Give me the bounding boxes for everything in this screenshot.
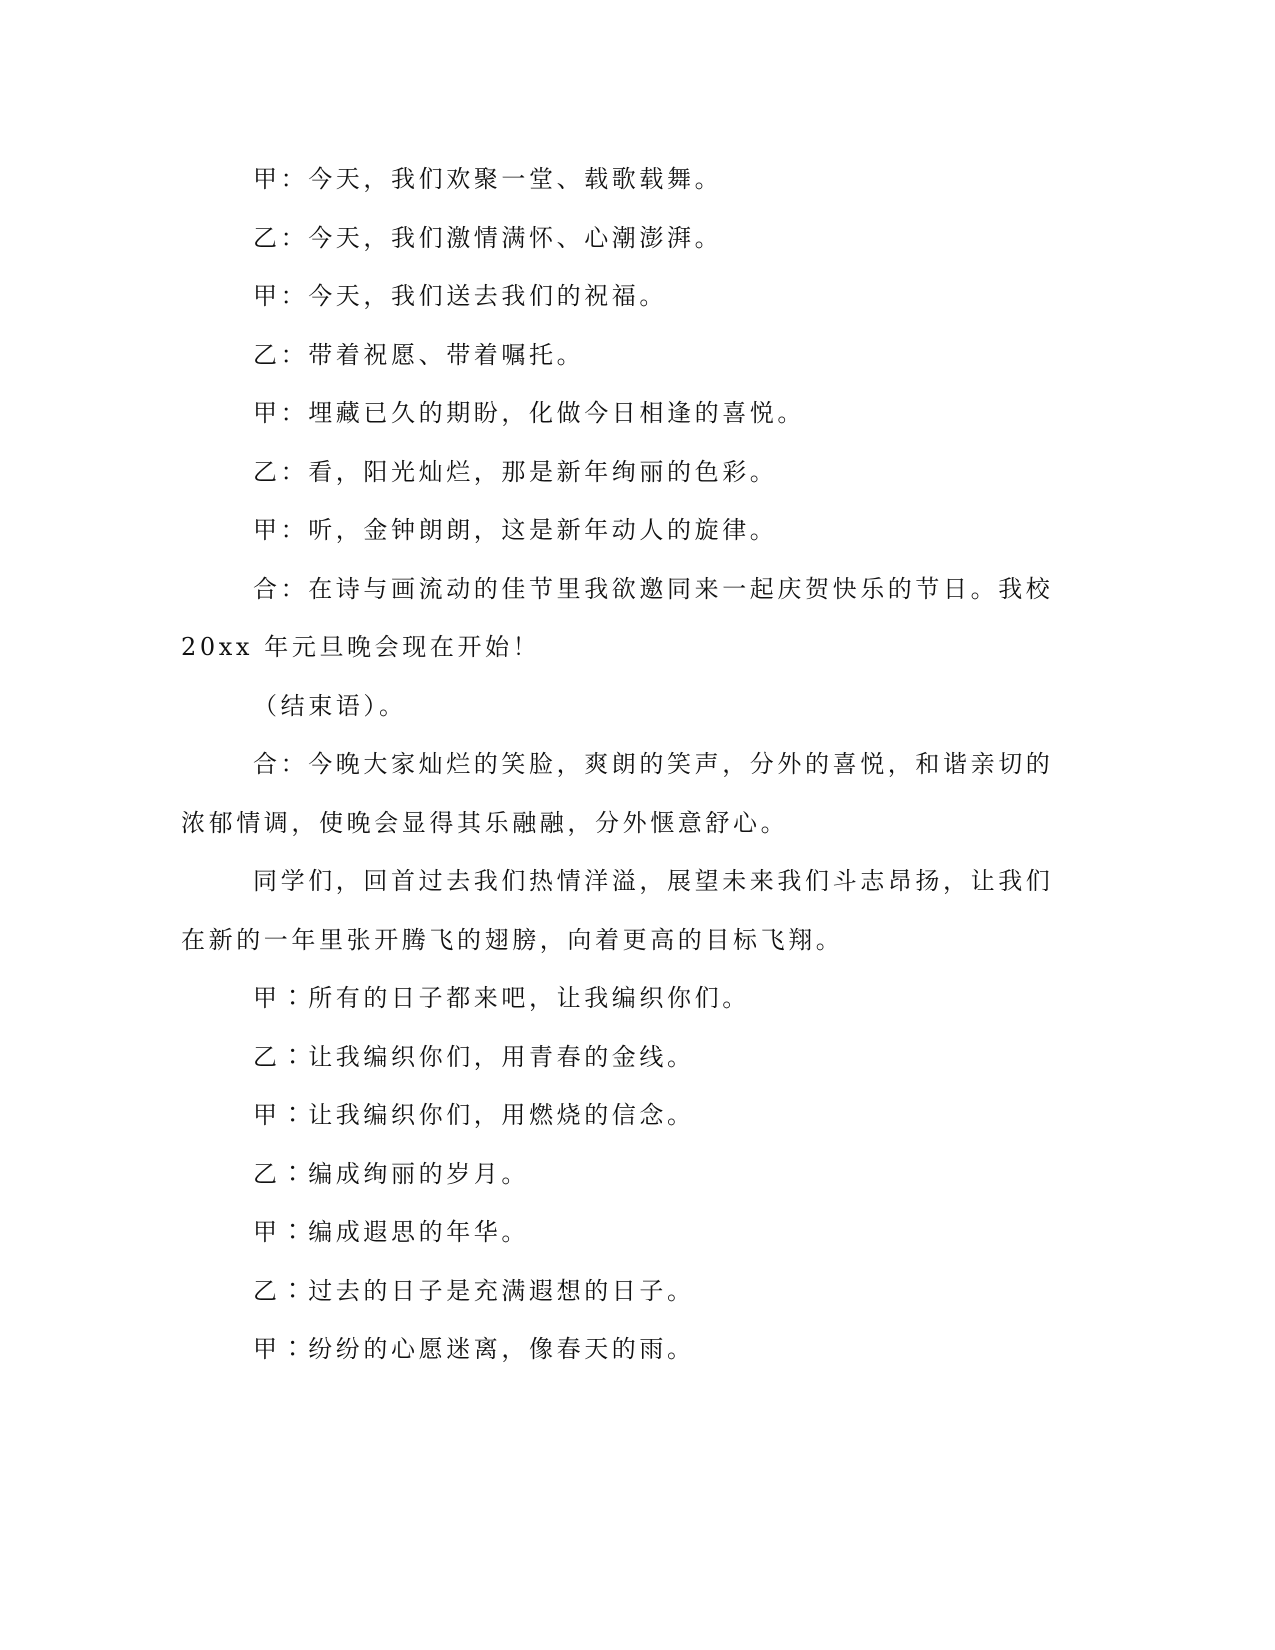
paragraph-12: 甲∶所有的日子都来吧，让我编织你们。	[253, 984, 750, 1012]
paragraph-16: 甲∶编成遐思的年华。	[253, 1218, 529, 1246]
paragraph-9: （结束语）。	[253, 691, 407, 720]
paragraph-11: 同学们，回首过去我们热情洋溢，展望未来我们斗志昂扬，让我们在新的一年里张开腾飞的翅膀，向着更高的目标飞翔。	[181, 867, 1054, 954]
paragraph-10: 合：今晚大家灿烂的笑脸，爽朗的笑声，分外的喜悦，和谐亲切的浓郁情调，使晚会显得其乐融融，分外惬意舒心。	[181, 750, 1054, 837]
paragraph-4: 乙：带着祝愿、带着嘱托。	[253, 340, 585, 369]
paragraph-1: 甲：今天，我们欢聚一堂、载歌载舞。	[253, 165, 723, 193]
paragraph-2: 乙：今天，我们激情满怀、心潮澎湃。	[253, 223, 723, 252]
paragraph-18: 甲∶纷纷的心愿迷离，像春天的雨。	[253, 1335, 695, 1363]
paragraph-14: 甲∶让我编织你们，用燃烧的信念。	[253, 1101, 695, 1129]
paragraph-6: 乙：看，阳光灿烂，那是新年绚丽的色彩。	[253, 457, 778, 486]
paragraph-8: 合：在诗与画流动的佳节里我欲邀同来一起庆贺快乐的节日。我校 20xx 年元旦晚会现在开始！	[181, 574, 1054, 661]
paragraph-13: 乙∶让我编织你们，用青春的金线。	[253, 1042, 695, 1071]
paragraph-7: 甲：听，金钟朗朗，这是新年动人的旋律。	[253, 516, 778, 544]
paragraph-17: 乙∶过去的日子是充满遐想的日子。	[253, 1276, 695, 1305]
paragraph-3: 甲：今天，我们送去我们的祝福。	[253, 282, 667, 310]
paragraph-15: 乙∶编成绚丽的岁月。	[253, 1159, 529, 1188]
paragraph-5: 甲：埋藏已久的期盼，化做今日相逢的喜悦。	[253, 399, 805, 427]
document-body	[181, 150, 1061, 1379]
